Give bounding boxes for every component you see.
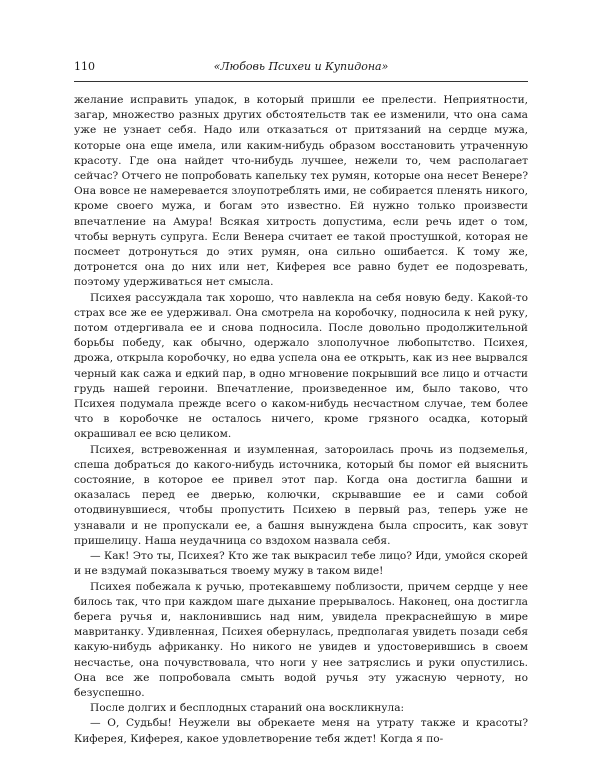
page-number: 110 xyxy=(74,60,95,73)
book-page xyxy=(74,60,528,747)
paragraph: Психея, встревоженная и изумленная, затороилась прочь из подземелья, спеша добраться до какого-нибудь источника, который бы помог ей выяснить состояние, в которое ее привел этот пар. Когда она достигла башни и оказалась перед ее дверью, колючки, скрывавшие ее и сами собой отодвинувшиеся, чтобы пропустить Психею в первый раз, теперь уже не узнавали и не пропускали ее, а башня вынуждена была спросить, как зовут пришелицу. Наша неудачница со вздохом назвала себя. xyxy=(74,443,528,547)
running-title: «Любовь Психеи и Купидона» xyxy=(213,60,389,73)
paragraph-continuation: желание исправить упадок, в который пришли ее прелести. Неприятности, загар, множество разных других обстоятельств так ее изменили, что она сама уже не узнает себя. Надо или отказаться от притязаний на сердце мужа, которые она еще имела, или каким-нибудь образом восстановить утраченную красоту. Где она найдет что-нибудь лучшее, нежели то, чем располагает сейчас? Отчего не попробовать капельку тех румян, которые она несет Венере? Она вовсе не намеревается злоупотреблять ими, не собирается пленять никого, кроме своего мужа, и богам это известно. Ей нужно только произвести впечатление на Амура! Всякая хитрость допустима, если речь идет о том, чтобы вернуть супруга. Если Венера считает ее такой простушкой, которая не посмеет дотронуться до этих румян, она сильно ошибается. К тому же, дотронется она до них или нет, Киферея все равно будет ее подозревать, поэтому удерживаться нет смысла. xyxy=(74,94,528,289)
page-header xyxy=(74,60,528,82)
body-text xyxy=(74,93,528,747)
dialogue-paragraph: — Как! Это ты, Психея? Кто же так выкрасил тебе лицо? Иди, умойся скорей и не вздумай показываться твоему мужу в таком виде! xyxy=(74,550,528,578)
paragraph: Психея рассуждала так хорошо, что навлекла на себя новую беду. Какой-то страх все же ее удерживал. Она смотрела на коробочку, подносила к ней руку, потом отдергивала ее и снова подносила. После довольно продолжительной борьбы победу, как обычно, одержало злополучное любопытство. Психея, дрожа, открыла коробочку, но едва успела она ее открыть, как из нее вырвался черный как сажа и едкий пар, в одно мгновение покрывший все лицо и отчасти грудь нашей героини. Впечатление, произведенное им, было таково, что Психея подумала прежде всего о каком-нибудь несчастном случае, тем более что в коробочке не осталось ничего, кроме грязного осадка, который окрашивал ее всю целиком. xyxy=(74,291,528,441)
paragraph: После долгих и бесплодных стараний она воскликнула: xyxy=(90,702,405,715)
dialogue-paragraph: — О, Судьбы! Неужели вы обрекаете меня на утрату также и красоты? Киферея, Киферея, какое удовлетворение тебя ждет! Когда я по- xyxy=(74,717,528,745)
paragraph: Психея побежала к ручью, протекавшему поблизости, причем сердце у нее билось так, что при каждом шаге дыхание прерывалось. Наконец, она достигла берега ручья и, наклонившись над ним, увидела прекраснейшую в мире мавританку. Удивленная, Психея обернулась, предполагая увидеть позади себя какую-нибудь африканку. Но никого не увидев и удостоверившись в своем несчастье, она почувствовала, что ноги у нее затряслись и руки опустились. Она все же попробовала смыть водой ручья эту ужасную черноту, но безуспешно. xyxy=(74,580,528,699)
